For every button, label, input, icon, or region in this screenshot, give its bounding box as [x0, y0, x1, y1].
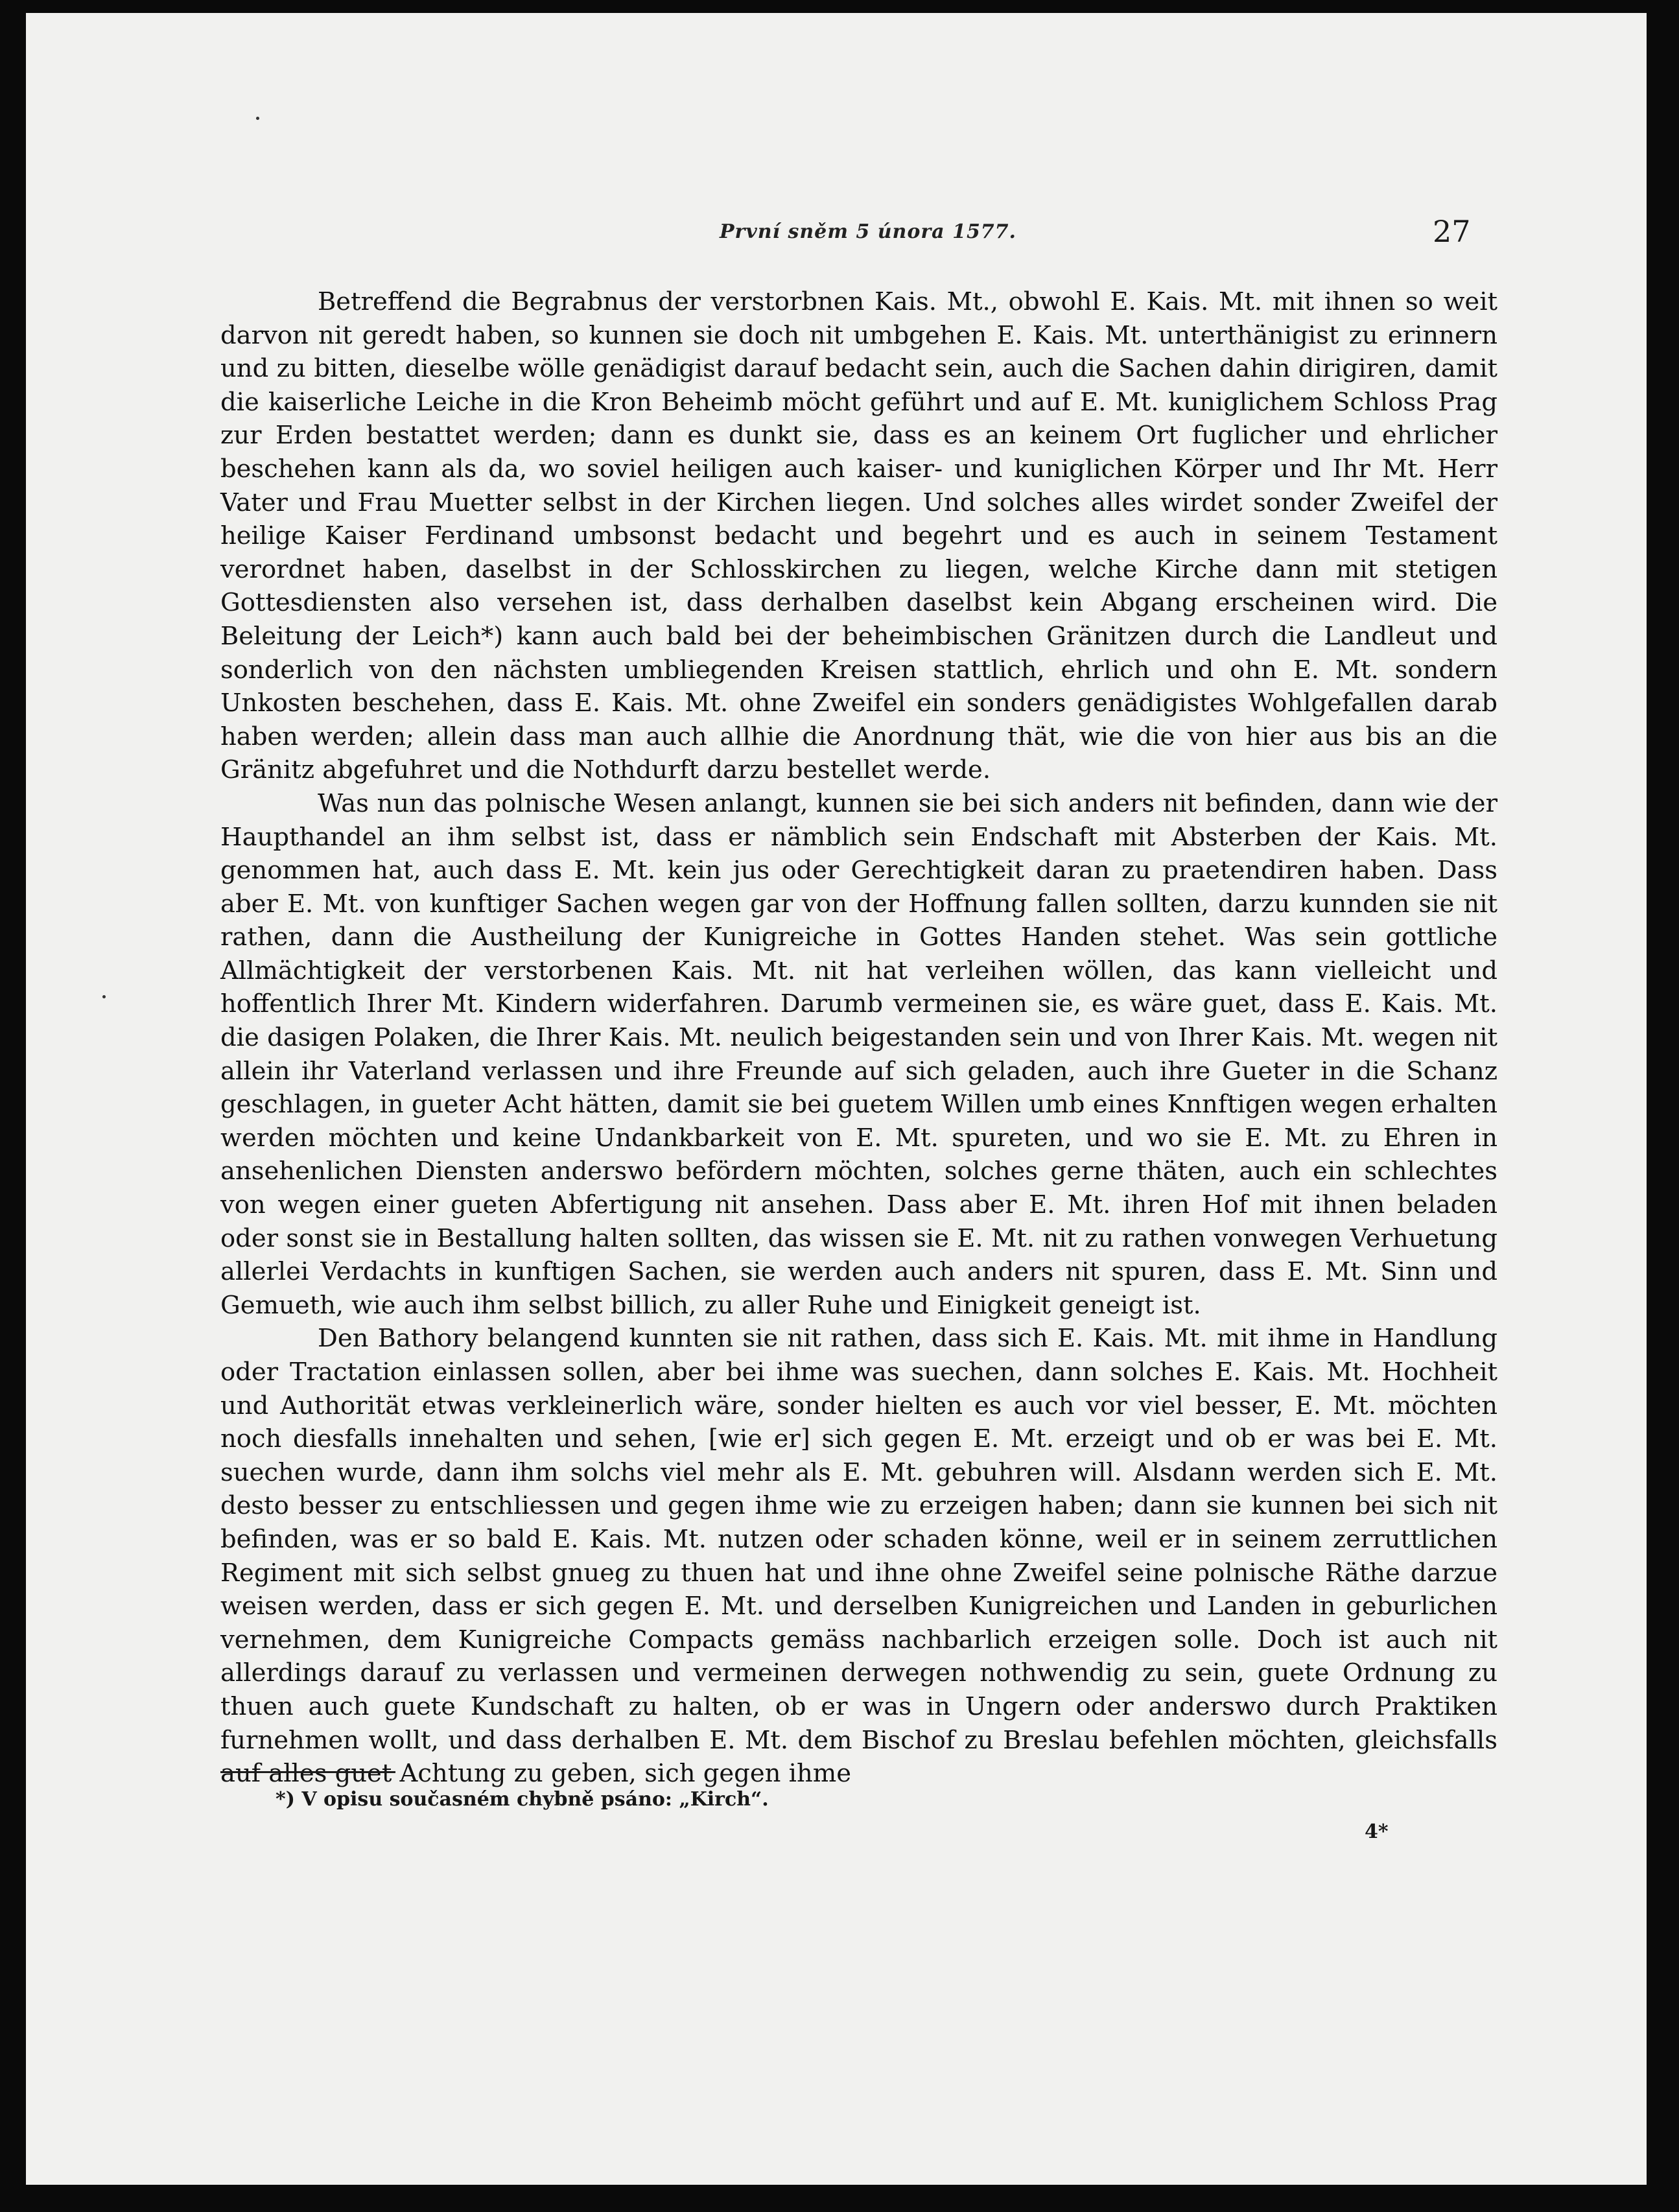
- document-page: [26, 13, 1647, 2185]
- paragraph-3: Den Bathory belangend kunnten sie nit rathen, dass sich E. Kais. Mt. mit ihme in Handlung oder Tractation einlassen sollen, aber bei ihme was suechen, dann solches E. Kais. Mt. Hochheit und Authorität etwas verkleinerlich wäre, sonder hielten es auch vor viel besser, E. Mt. möchten noch diesfalls innehalten und sehen, [wie er] sich gegen E. Mt. erzeigt und ob er was bei E. Mt. suechen wurde, dann ihm solchs viel mehr als E. Mt. gebuhren will. Alsdann werden sich E. Mt. desto besser zu entschliessen und gegen ihme wie zu erzeigen haben; dann sie kunnen bei sich nit befinden, was er so bald E. Kais. Mt. nutzen oder schaden könne, weil er in seinem zerruttlichen Regiment mit sich selbst gnueg zu thuen hat und ihne ohne Zweifel seine polnische Räthe darzue weisen werden, dass er sich gegen E. Mt. und derselben Kunigreichen und Landen in geburlichen vernehmen, dem Kunigreiche Compacts gemäss nachbarlich erzeigen solle. Doch ist auch nit allerdings darauf zu verlassen und vermeinen derwegen nothwendig zu sein, guete Ordnung zu thuen auch guete Kundschaft zu halten, ob er was in Ungern oder anderswo durch Praktiken furnehmen wollt, und dass derhalben E. Mt. dem Bischof zu Breslau befehlen möchten, gleichsfalls auf alles guet Achtung zu geben, sich gegen ihme: [220, 1324, 1497, 1789]
- paragraph-2: Was nun das polnische Wesen anlangt, kunnen sie bei sich anders nit befinden, dann wie der Haupthandel an ihm selbst ist, dass er nämblich sein Endschaft mit Absterben der Kais. Mt. genommen hat, auch dass E. Mt. kein jus oder Gerechtigkeit daran zu praetendiren haben. Dass aber E. Mt. von kunftiger Sachen wegen gar von der Hoffnung fallen sollten, darzu kunnden sie nit rathen, dann die Austheilung der Kunigreiche in Gottes Handen stehet. Was sein gottliche Allmächtigkeit der verstorbenen Kais. Mt. nit hat verleihen wöllen, das kann vielleicht und hoffentlich Ihrer Mt. Kindern widerfahren. Darumb vermeinen sie, es wäre guet, dass E. Kais. Mt. die dasigen Polaken, die Ihrer Kais. Mt. neulich beigestanden sein und von Ihrer Kais. Mt. wegen nit allein ihr Vaterland verlassen und ihre Freunde auf sich geladen, auch ihre Gueter in die Schanz geschlagen, in gueter Acht hätten, damit sie bei guetem Willen umb eines Knnftigen wegen erhalten werden möchten und keine Undankbarkeit von E. Mt. spureten, und wo sie E. Mt. zu Ehren in ansehenlichen Diensten anderswo befördern möchten, solches gerne thäten, auch ein schlechtes von wegen einer gueten Abfertigung nit ansehen. Dass aber E. Mt. ihren Hof mit ihnen beladen oder sonst sie in Bestallung halten sollten, das wissen sie E. Mt. nit zu rathen vonwegen Verhuetung allerlei Verdachts in kunftigen Sachen, sie werden auch anders nit spuren, dass E. Mt. Sinn und Gemueth, wie auch ihm selbst billich, zu aller Ruhe und Einigkeit geneigt ist.: [220, 788, 1497, 1320]
- paper-speck: [256, 117, 259, 120]
- paper-speck: [102, 995, 106, 998]
- signature-mark: 4*: [1365, 1820, 1389, 1843]
- footnote: *) V opisu současném chybně psáno: „Kirch“.: [276, 1788, 769, 1811]
- page-number: 27: [1433, 214, 1471, 249]
- footnote-divider: [220, 1771, 395, 1773]
- paragraph-1: Betreffend die Begrabnus der verstorbnen Kais. Mt., obwohl E. Kais. Mt. mit ihnen so weit darvon nit geredt haben, so kunnen sie doch nit umbgehen E. Kais. Mt. unterthänigist zu erinnern und zu bitten, dieselbe wölle genädigist darauf bedacht sein, auch die Sachen dahin dirigiren, damit die kaiserliche Leiche in die Kron Beheimb möcht geführt und auf E. Mt. kuniglichem Schloss Prag zur Erden bestattet werden; dann es dunkt sie, dass es an keinem Ort fuglicher und ehrlicher beschehen kann als da, wo soviel heiligen auch kaiser- und kuniglichen Körper und Ihr Mt. Herr Vater und Frau Muetter selbst in der Kirchen liegen. Und solches alles wirdet sonder Zweifel der heilige Kaiser Ferdinand umbsonst bedacht und begehrt und es auch in seinem Testament verordnet haben, daselbst in der Schlosskirchen zu liegen, welche Kirche dann mit stetigen Gottesdiensten also versehen ist, dass derhalben daselbst kein Abgang erscheinen wird. Die Beleitung der Leich*) kann auch bald bei der beheimbischen Gränitzen durch die Landleut und sonderlich von den nächsten umbliegenden Kreisen stattlich, ehrlich und ohn E. Mt. sondern Unkosten beschehen, dass E. Kais. Mt. ohne Zweifel ein sonders genädigistes Wohlgefallen darab haben werden; allein dass man auch allhie die Anordnung thät, wie die von hier aus bis an die Gränitz abgefuhret und die Nothdurft darzu bestellet werde.: [220, 287, 1497, 785]
- running-title: První sněm 5 února 1577.: [720, 220, 1017, 243]
- main-text: [220, 285, 1497, 1791]
